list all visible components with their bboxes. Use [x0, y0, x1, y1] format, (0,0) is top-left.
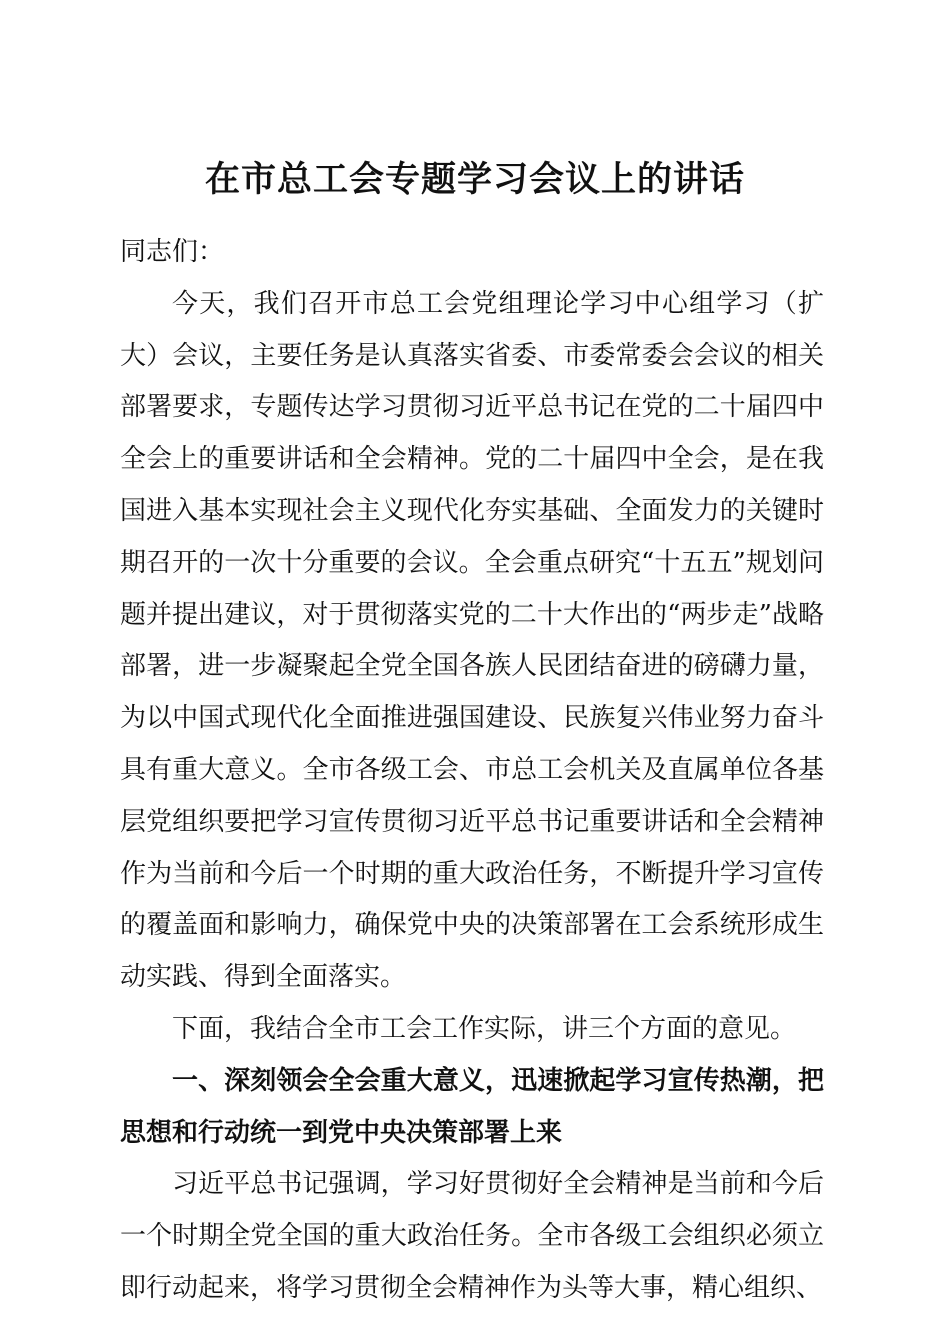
document-body	[120, 227, 824, 1315]
document-title: 在市总工会专题学习会议上的讲话	[204, 159, 745, 201]
section-heading: 一、深刻领会全会重大意义，迅速掀起学习宣传热潮，把思想和行动统一到党中央决策部署上来	[120, 1065, 824, 1148]
section-paragraph: 习近平总书记强调，学习好贯彻好全会精神是当前和今后一个时期全党全国的重大政治任务。全市各级工会组织必须立即行动起来，将学习贯彻全会精神作为头等大事，精心组织、	[120, 1169, 824, 1303]
body-paragraph-outline: 下面，我结合全市工会工作实际，讲三个方面的意见。	[172, 1013, 797, 1044]
salutation: 同志们：	[120, 237, 225, 267]
body-paragraph-opening: 今天，我们召开市总工会党组理论学习中心组学习（扩大）会议，主要任务是认真落实省委、市委常委会会议的相关部署要求，专题传达学习贯彻习近平总书记在党的二十届四中全会上的重要讲话和全会精神。党的二十届四中全会，是在我国进入基本实现社会主义现代化夯实基础、全面发力的关键时期召开的一次十分重要的会议。全会重点研究“十五五”规划问题并提出建议，对于贯彻落实党的二十大作出的“两步走”战略部署，进一步凝聚起全党全国各族人民团结奋进的磅礴力量，为以中国式现代化全面推进强国建设、民族复兴伟业努力奋斗具有重大意义。全市各级工会、市总工会机关及直属单位各基层党组织要把学习宣传贯彻习近平总书记重要讲话和全会精神作为当前和今后一个时期的重大政治任务，不断提升学习宣传的覆盖面和影响力，确保党中央的决策部署在工会系统形成生动实践、得到全面落实。	[120, 288, 824, 993]
